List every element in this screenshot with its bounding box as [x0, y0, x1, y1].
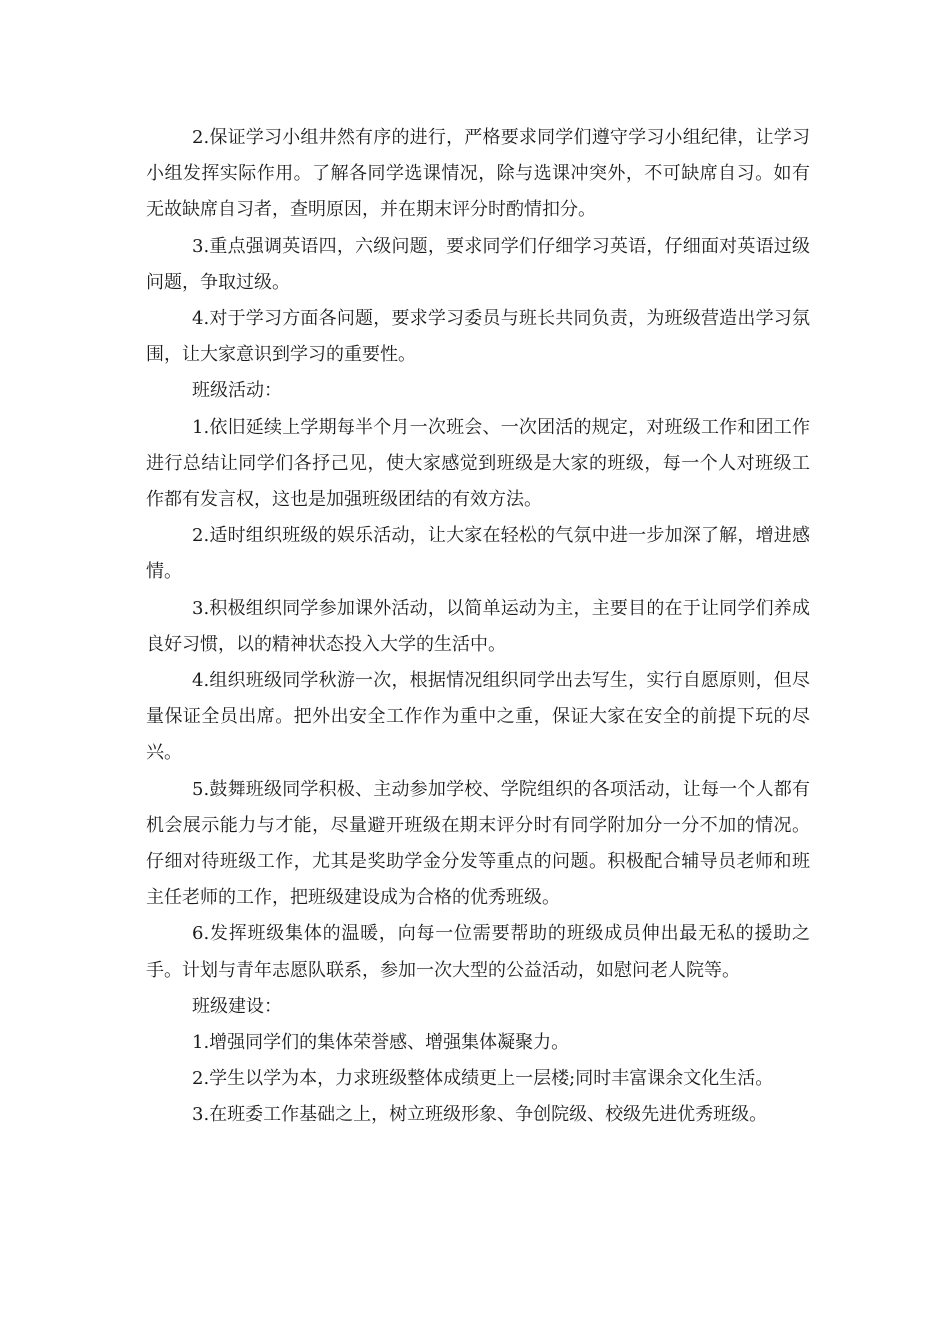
paragraph-volunteering: 6.发挥班级集体的温暖，向每一位需要帮助的班级成员伸出最无私的援助之手。计划与青年志愿队联系，参加一次大型的公益活动，如慰问老人院等。	[146, 923, 810, 981]
paragraph-class-image: 3.在班委工作基础之上，树立班级形象、争创院级、校级先进优秀班级。	[192, 1104, 768, 1126]
paragraph-entertainment: 2.适时组织班级的娱乐活动，让大家在轻松的气氛中进一步加深了解，增进感情。	[146, 525, 810, 583]
paragraph-english-exam: 3.重点强调英语四，六级问题，要求同学们仔细学习英语，仔细面对英语过级问题，争取过级。	[146, 235, 810, 293]
paragraph-encourage-participation: 5.鼓舞班级同学积极、主动参加学校、学院组织的各项活动，让每一个人都有机会展示能力与才能，尽量避开班级在期末评分时有同学附加分一分不加的情况。仔细对待班级工作，尤其是奖助学金分发等重点的问题。积极配合辅导员老师和班主任老师的工作，把班级建设成为合格的优秀班级。	[146, 778, 810, 909]
paragraph-academic-focus: 2.学生以学为本，力求班级整体成绩更上一层楼;同时丰富课余文化生活。	[192, 1068, 774, 1090]
paragraph-study-group: 2.保证学习小组井然有序的进行，严格要求同学们遵守学习小组纪律，让学习小组发挥实际作用。了解各同学选课情况，除与选课冲突外，不可缺席自习。如有无故缺席自习者，查明原因，并在期末评分时酌情扣分。	[146, 127, 810, 221]
paragraph-study-responsibility: 4.对于学习方面各问题，要求学习委员与班长共同负责，为班级营造出学习氛围，让大家意识到学习的重要性。	[146, 308, 810, 366]
paragraph-class-meetings: 1.依旧延续上学期每半个月一次班会、一次团活的规定，对班级工作和团工作进行总结让同学们各抒己见，使大家感觉到班级是大家的班级，每一个人对班级工作都有发言权，这也是加强班级团结的有效方法。	[146, 416, 810, 511]
paragraph-extracurricular: 3.积极组织同学参加课外活动，以简单运动为主，主要目的在于让同学们养成良好习惯，以的精神状态投入大学的生活中。	[146, 597, 810, 655]
document-page	[146, 120, 810, 1134]
section-heading-class-building: 班级建设：	[192, 995, 282, 1017]
section-heading-class-activities: 班级活动：	[192, 380, 282, 402]
paragraph-autumn-trip: 4.组织班级同学秋游一次，根据情况组织同学出去写生，实行自愿原则，但尽量保证全员出席。把外出安全工作作为重中之重，保证大家在安全的前提下玩的尽兴。	[146, 670, 810, 764]
paragraph-collective-honor: 1.增强同学们的集体荣誉感、增强集体凝聚力。	[192, 1032, 570, 1054]
